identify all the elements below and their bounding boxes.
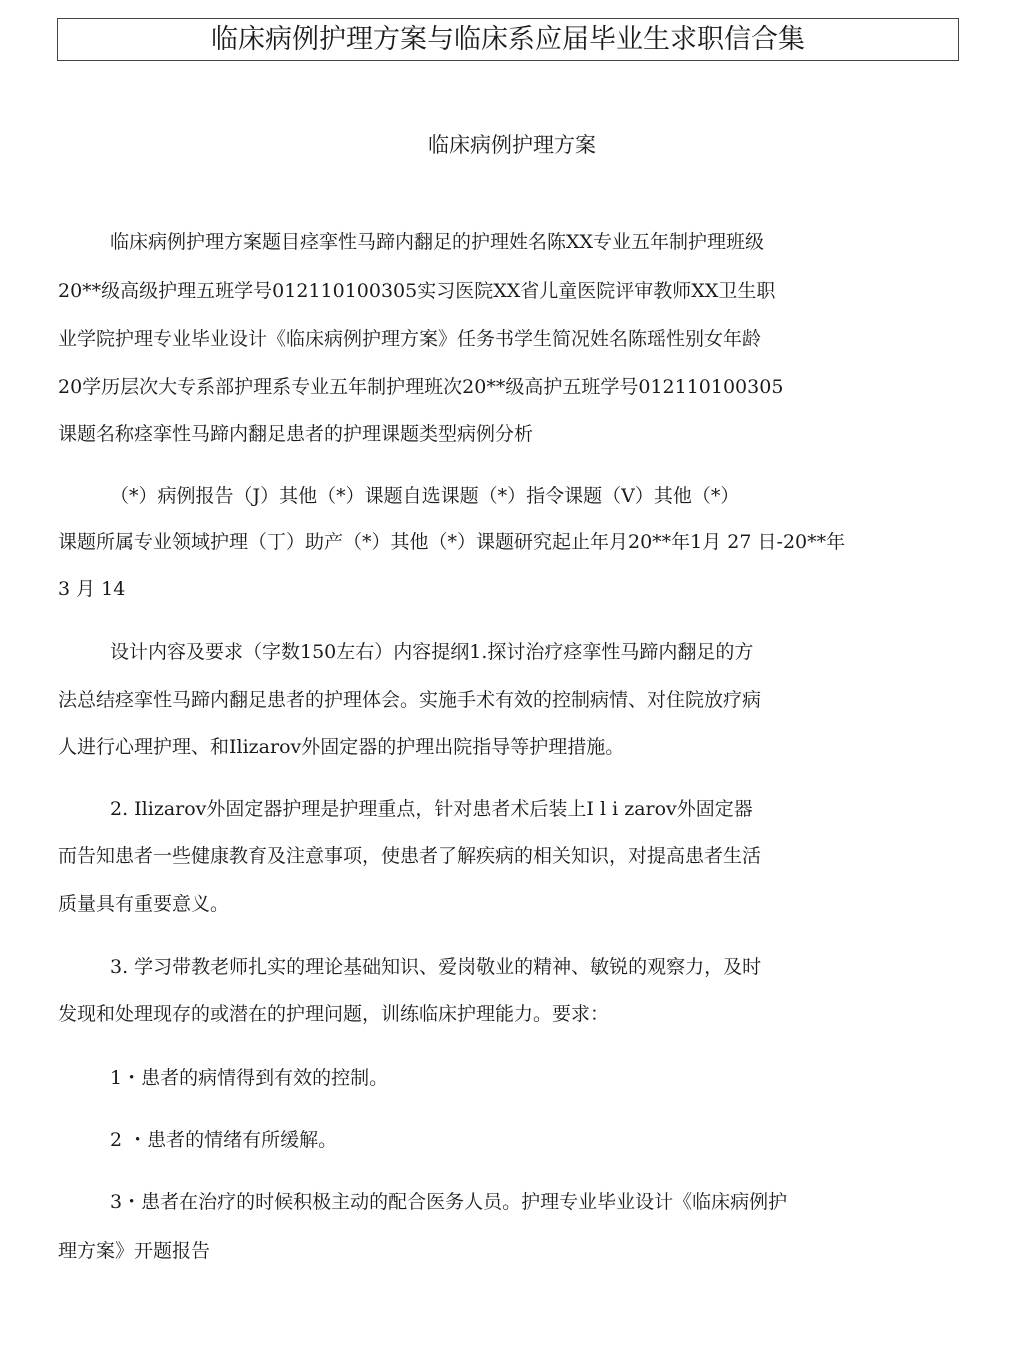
paragraph-line: 临床病例护理方案题目痉挛性马蹄内翻足的护理姓名陈XX专业五年制护理班级 xyxy=(110,231,765,253)
document-title-box xyxy=(57,18,959,61)
paragraph-line: 设计内容及要求（字数150左右）内容提纲1.探讨治疗痉挛性马蹄内翻足的方 xyxy=(110,641,754,663)
list-item: 3・患者在治疗的时候积极主动的配合医务人员。护理专业毕业设计《临床病例护 xyxy=(110,1191,788,1213)
section-heading: 临床病例护理方案 xyxy=(428,133,596,157)
list-item: 1・患者的病情得到有效的控制。 xyxy=(110,1067,389,1089)
paragraph-line: 20学历层次大专系部护理系专业五年制护理班次20**级高护五班学号012110100305 xyxy=(58,376,784,398)
paragraph-line: 法总结痉挛性马蹄内翻足患者的护理体会。实施手术有效的控制病情、对住院放疗病 xyxy=(58,689,762,711)
paragraph-line: 发现和处理现存的或潜在的护理问题，训练临床护理能力。要求： xyxy=(58,1003,610,1025)
paragraph-line: 人进行心理护理、和Ilizarov外固定器的护理出院指导等护理措施。 xyxy=(58,736,625,758)
list-item: 2 ・患者的情绪有所缓解。 xyxy=(110,1129,338,1151)
paragraph-line: 而告知患者一些健康教育及注意事项，使患者了解疾病的相关知识，对提高患者生活 xyxy=(58,845,762,867)
paragraph-line: （*）病例报告（J）其他（*）课题自选课题（*）指令课题（V）其他（*） xyxy=(110,485,740,507)
paragraph-line: 理方案》开题报告 xyxy=(58,1240,211,1262)
paragraph-line: 3 月 14 xyxy=(58,578,126,600)
paragraph-line: 业学院护理专业毕业设计《临床病例护理方案》任务书学生简况姓名陈瑶性别女年龄 xyxy=(58,328,762,350)
paragraph-line: 质量具有重要意义。 xyxy=(58,893,230,915)
document-title: 临床病例护理方案与临床系应届毕业生求职信合集 xyxy=(211,24,805,55)
paragraph-line: 课题名称痉挛性马蹄内翻足患者的护理课题类型病例分析 xyxy=(58,423,534,445)
paragraph-line: 20**级高级护理五班学号012110100305实习医院XX省儿童医院评审教师XX卫生职 xyxy=(58,280,776,302)
paragraph-line: 2. Ilizarov外固定器护理是护理重点，针对患者术后装上I l i zarov外固定器 xyxy=(110,798,753,820)
paragraph-line: 3. 学习带教老师扎实的理论基础知识、爱岗敬业的精神、敏锐的观察力，及时 xyxy=(110,956,762,978)
paragraph-line: 课题所属专业领域护理（丁）助产（*）其他（*）课题研究起止年月20**年1月 27 日-20**年 xyxy=(58,531,846,553)
